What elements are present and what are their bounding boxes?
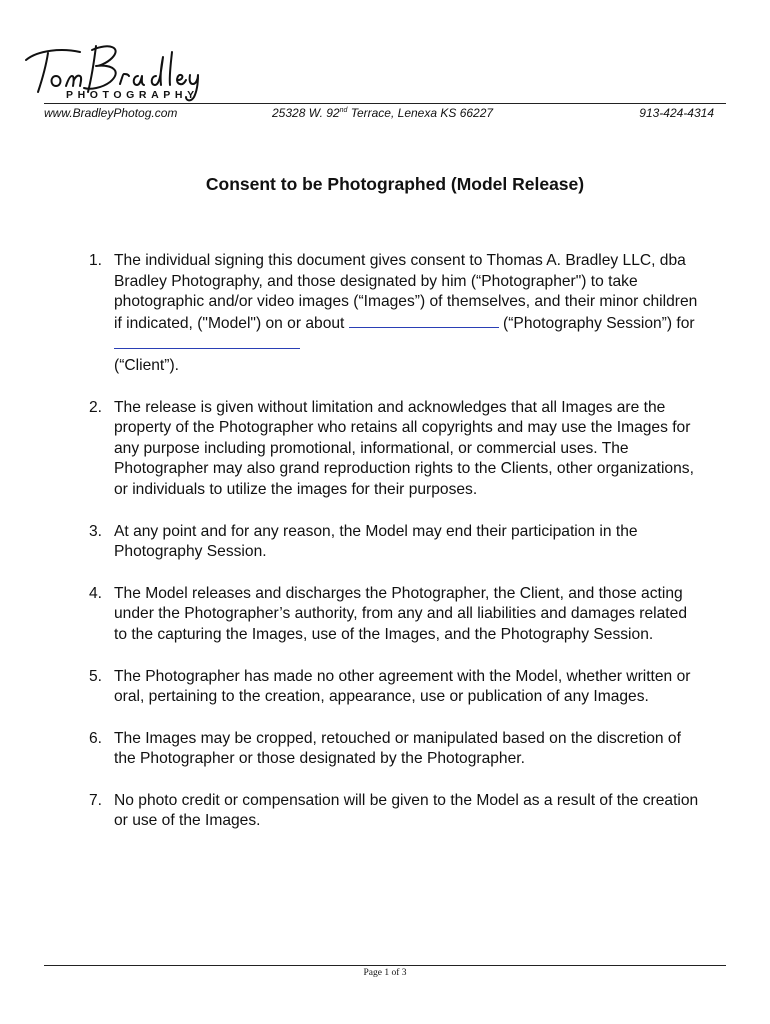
header-phone: 913-424-4314 [639,106,714,120]
term-number: 7. [89,791,103,809]
term-number: 4. [89,584,103,602]
terms-list [84,251,704,853]
header-divider [44,103,726,104]
term-text-end: (“Client”). [114,356,179,374]
term-text: The Photographer has made no other agreement with the Model, whether written or oral, pertaining to the creation, appearance, use or publication of any Images. [114,667,691,706]
term-text-continued: (“Photography Session”) for [498,314,695,332]
page-number: Page 1 of 3 [363,968,407,978]
term-item [84,729,704,770]
term-text: The individual signing this document gives consent to Thomas A. Bradley LLC, dba Bradley Photography, and those designated by him (“Photographer") to take photographic and/or video images (“Images”) of themselves, and their minor children if indicated, ("Model") on or about [114,252,698,332]
session-date-field[interactable] [349,313,499,328]
term-number: 1. [89,252,103,269]
term-number: 6. [89,729,103,747]
header-address: 25328 W. 92nd Terrace, Lenexa KS 66227 [272,106,494,120]
term-item [84,398,704,501]
term-text: The Model releases and discharges the Photographer, the Client, and those acting under the Photographer’s authority, from any and all liabilities and damages related to the capturing the Images, use of the Images, and the Photography Session. [114,584,687,643]
term-item [84,522,704,563]
term-item [84,667,704,708]
header-website: www.BradleyPhotog.com [44,106,178,120]
client-name-field[interactable] [114,334,300,349]
logo [22,40,202,104]
document-title: Consent to be Photographed (Model Release) [205,174,585,194]
term-item [84,584,704,646]
term-item [84,251,704,377]
term-text: The release is given without limitation and acknowledges that all Images are the property of the Photographer who retains all copyrights and may use the Images for any purpose including promotional, informational, or commercial uses. The Photographer may also grand reproduction rights to the Clients, other organizations, or individuals to utilize the images for their purposes. [114,398,694,498]
term-number: 2. [89,398,103,416]
term-text: No photo credit or compensation will be given to the Model as a result of the creation or use of the Images. [114,791,699,830]
term-item [84,791,704,832]
footer-divider [44,965,726,966]
term-number: 3. [89,522,103,540]
logo-subtitle: PHOTOGRAPHY [66,89,199,101]
term-number: 5. [89,667,103,685]
term-text: The Images may be cropped, retouched or manipulated based on the discretion of the Photographer or those designated by the Photographer. [114,729,681,768]
term-text: At any point and for any reason, the Model may end their participation in the Photography Session. [114,522,638,561]
